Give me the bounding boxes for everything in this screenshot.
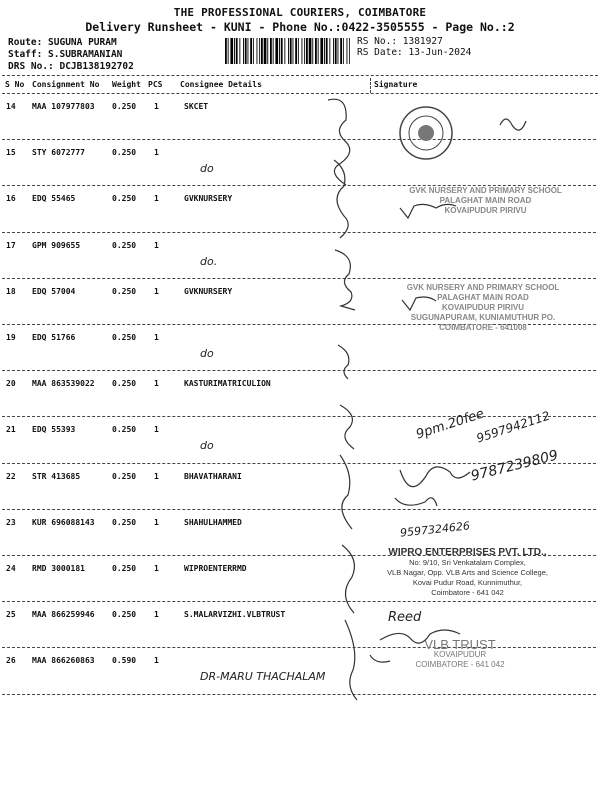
row-consignee: BHAVATHARANI [184,471,242,481]
drs-number: DRS No.: DCJB138192702 [8,61,134,72]
row-pcs: 1 [154,333,159,342]
stamp-line: KOVAIPUDUR PIRIVU [441,303,525,312]
col-sno: S No [5,80,25,89]
row-sno: 24 [6,564,16,573]
row-consignee: GVKNURSERY [184,194,233,204]
row-consignee: GVKNURSERY [184,286,233,296]
row-sno: 19 [6,333,16,342]
stamp-line: WIPRO ENTERPRISES PVT. LTD., [388,547,547,558]
handwritten-note: DR-MARU THACHALAM [200,670,326,684]
row-pcs: 1 [154,425,159,435]
rs-date: RS Date: 13-Jun-2024 [357,47,472,58]
col-pcs: PCS [148,80,163,89]
row-consignee: S.MALARVIZHI.VLBTRUST [184,610,286,620]
row-sno: 23 [6,517,16,527]
row-weight: 0.250 [112,286,137,296]
row-weight: 0.250 [112,471,137,481]
company-title: THE PROFESSIONAL COURIERS, COIMBATORE [173,6,427,19]
row-weight: 0.250 [112,517,137,527]
row-weight: 0.250 [112,333,137,342]
row-consignee: KASTURIMATRICULION [184,379,271,389]
row-sno: 16 [6,194,16,204]
row-pcs: 1 [154,610,159,620]
handwritten-phone: 9597324626 [399,519,471,540]
col-consignment: Consignment No [32,80,100,89]
stamp-line: SUGUNAPURAM, KUNIAMUTHUR PO. [410,313,556,322]
row-weight: 0.250 [112,194,137,204]
row-consignment: MAA 863539022 [32,379,95,389]
row-weight: 0.250 [112,564,137,573]
stamp-line: COIMBATORE - 641008 [439,323,527,332]
row-weight: 0.590 [112,656,137,666]
row-weight: 0.250 [112,425,137,435]
row-consignment: STR 413685 [32,471,81,481]
rs-number: RS No.: 1381927 [357,36,443,47]
row-pcs: 1 [154,379,159,389]
col-weight: Weight [112,80,141,89]
staff-label: Staff: S.SUBRAMANIAN [8,49,123,60]
row-weight: 0.250 [112,102,137,111]
stamp-line: GVK NURSERY AND PRIMARY SCHOOL [409,186,562,195]
handwritten-phone: 9787239809 [469,447,560,485]
row-consignment: RMD 3000181 [32,564,85,573]
stamp-line: Coimbatore - 641 042 [431,588,504,597]
row-pcs: 1 [154,286,159,296]
row-pcs: 1 [154,148,159,158]
runsheet-subtitle: Delivery Runsheet - KUNI - Phone No.:0422-3505555 - Page No.:2 [85,20,515,34]
stamp-line: GVK NURSERY AND PRIMARY SCHOOL [406,283,560,292]
handwritten-note: do [200,347,214,360]
stamp-line: COIMBATORE - 641 042 [415,660,505,669]
row-pcs: 1 [154,564,159,573]
row-consignee: SHAHULHAMMED [184,517,242,527]
row-consignment: STY 6072777 [32,148,85,158]
handwritten-phone: 9597942112 [474,408,552,446]
row-consignment: MAA 866259946 [32,610,95,620]
stamp-line: VLB Nagar, Opp. VLB Arts and Science College, [387,568,548,577]
col-signature: Signature [374,80,418,89]
stamp-line: KOVAIPUDUR PIRIVU [444,206,527,215]
handwritten-note: Reed [388,610,422,625]
row-weight: 0.250 [112,379,137,389]
route-label: Route: SUGUNA PURAM [8,37,117,48]
handwritten-note: do [200,162,214,176]
stamp-line: No: 9/10, Sri Venkatalam Complex, [409,558,526,567]
handwritten-note: do [200,439,214,453]
row-consignment: EDQ 57004 [32,286,76,296]
row-sno: 14 [6,102,16,111]
row-sno: 18 [6,286,16,296]
row-pcs: 1 [154,102,159,111]
stamp-line: Kovai Pudur Road, Kunnimuthur, [412,578,523,587]
stamp-line: PALAGHAT MAIN ROAD [437,293,529,302]
row-consignment: MAA 866260863 [32,656,95,666]
row-consignment: KUR 696088143 [32,517,95,527]
row-pcs: 1 [154,471,159,481]
col-consignee: Consignee Details [180,80,262,89]
row-sno: 21 [6,425,16,435]
row-sno: 22 [6,471,16,481]
row-consignment: EDQ 51766 [32,333,76,342]
handwritten-note: do. [200,254,218,268]
stamp-line: PALAGHAT MAIN ROAD [439,196,532,205]
row-consignment: GPM 909655 [32,240,81,250]
row-sno: 25 [6,610,16,620]
row-consignment: EDQ 55393 [32,425,76,435]
row-weight: 0.250 [112,610,137,620]
row-consignment: MAA 107977803 [32,102,95,111]
row-consignee: SKCET [184,102,209,111]
handwritten-note: 9pm.20fee [414,406,487,443]
row-weight: 0.250 [112,240,137,250]
row-sno: 26 [6,656,16,666]
row-weight: 0.250 [112,148,137,158]
row-pcs: 1 [154,194,159,204]
row-consignee: WIPROENTERRMD [184,564,247,573]
row-sno: 15 [6,148,16,158]
row-consignment: EDQ 55465 [32,194,76,204]
row-pcs: 1 [154,517,159,527]
row-pcs: 1 [154,240,159,250]
row-sno: 20 [6,379,16,389]
row-sno: 17 [6,240,16,250]
stamp-line: VLB TRUST [424,637,496,652]
row-pcs: 1 [154,656,159,666]
stamp-line: KOVAIPUDUR [433,650,487,659]
